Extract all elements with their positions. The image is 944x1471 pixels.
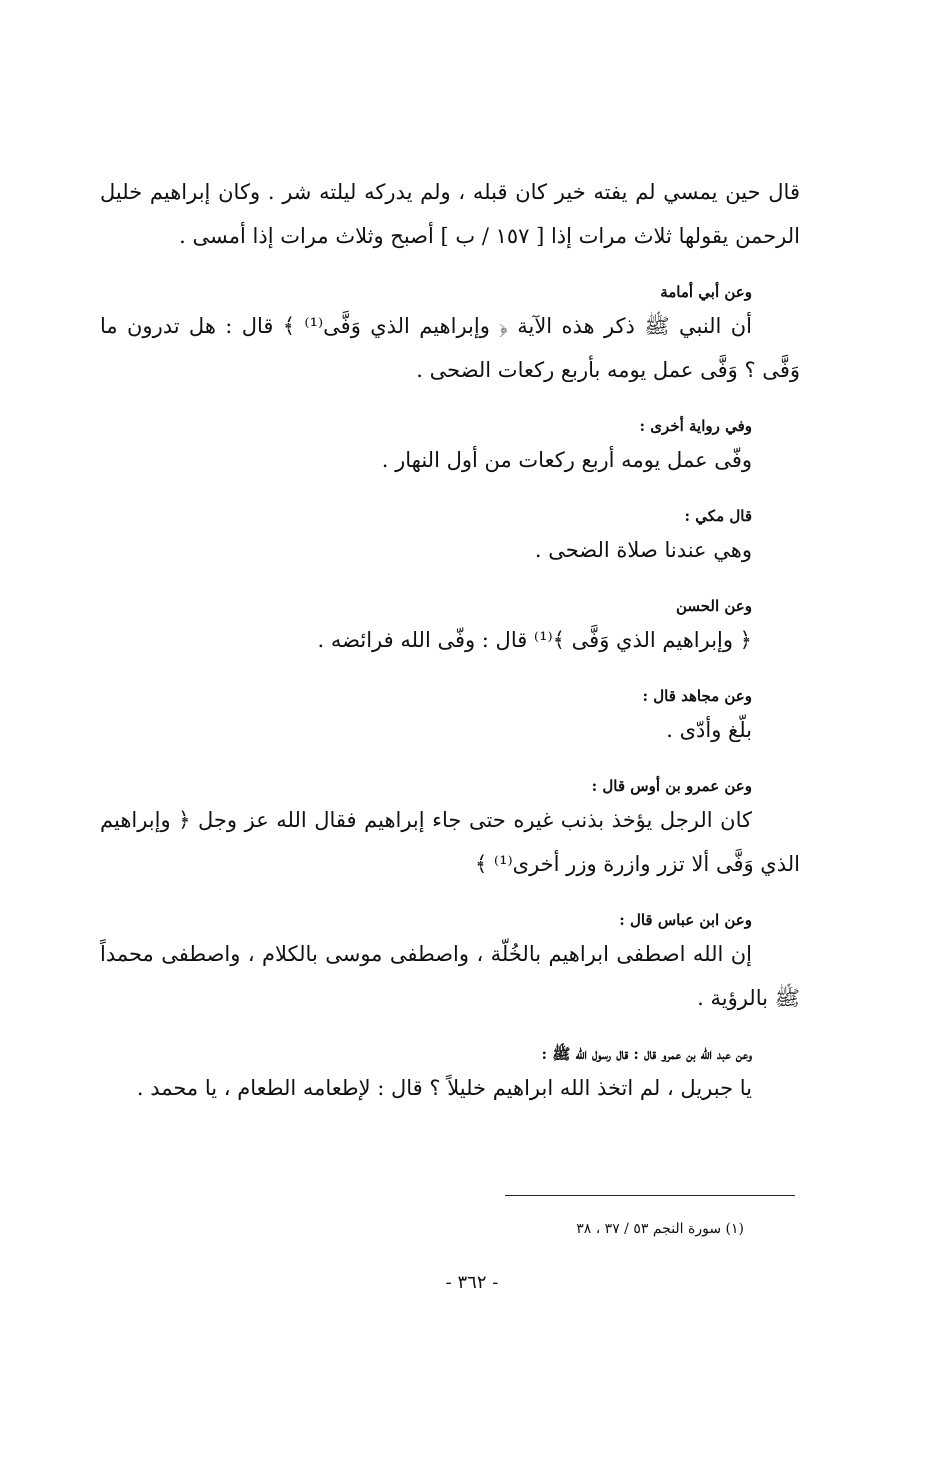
footnote-divider bbox=[505, 1195, 795, 1196]
section-amr-ibn-aws bbox=[100, 774, 800, 886]
section-body: ﴿ وإبراهيم الذي وَفَّى ﴾⁽¹⁾ قال : وفّى الله فرائضه . bbox=[317, 628, 752, 652]
section-heading: وعن عمرو بن أوس قال : bbox=[591, 777, 752, 795]
section-body: بلّغ وأدّى . bbox=[666, 718, 752, 742]
section-body: يا جبريل ، لم اتخذ الله ابراهيم خليلاً ؟ قال : لإطعامه الطعام ، يا محمد . bbox=[136, 1076, 752, 1100]
section-heading: وعن أبي أمامة bbox=[660, 283, 752, 301]
section-makki bbox=[100, 504, 800, 572]
section-heading: وعن ابن عباس قال : bbox=[619, 911, 752, 929]
section-heading: قال مكي : bbox=[684, 507, 752, 525]
section-heading: وعن عبد الله بن عمرو قال : قال رسول الله ﷺ : bbox=[541, 1045, 752, 1063]
footnote: (١) سورة النجم ٥٣ / ٣٧ ، ٣٨ bbox=[576, 1221, 744, 1237]
section-heading: وعن مجاهد قال : bbox=[642, 687, 752, 705]
section-hasan bbox=[100, 594, 800, 662]
section-mujahid bbox=[100, 684, 800, 752]
section-abdullah-ibn-amr bbox=[100, 1042, 800, 1110]
intro-paragraph: قال حين يمسي لم يفته خير كان قبله ، ولم يدركه ليلته شر . وكان إبراهيم خليل الرحمن يقولها ثلاث مرات إذا [ ١٥٧ / ب ] أصبح وثلاث مرات إذا أمسى . bbox=[100, 180, 800, 248]
section-body: وفّى عمل يومه أربع ركعات من أول النهار . bbox=[381, 448, 752, 472]
section-body: وهي عندنا صلاة الضحى . bbox=[534, 538, 752, 562]
section-body: أن النبي ﷺ ذكر هذه الآية ﴿ وإبراهيم الذي وَفَّى⁽¹⁾ ﴾ قال : هل تدرون ما وَفَّى ؟ وَفَّى عمل يومه بأربع ركعات الضحى . bbox=[100, 314, 800, 382]
page-number: - ٣٦٢ - bbox=[445, 1272, 499, 1293]
section-heading: وعن الحسن bbox=[675, 597, 752, 615]
page-text bbox=[100, 170, 800, 1110]
section-ibn-abbas bbox=[100, 908, 800, 1020]
section-abu-umama bbox=[100, 280, 800, 392]
section-body: إن الله اصطفى ابراهيم بالخُلّة ، واصطفى موسى بالكلام ، واصطفى محمداً ﷺ بالرؤية . bbox=[100, 942, 800, 1010]
section-other-narration bbox=[100, 414, 800, 482]
section-heading: وفي رواية أخرى : bbox=[639, 417, 752, 435]
section-body: كان الرجل يؤخذ بذنب غيره حتى جاء إبراهيم فقال الله عز وجل ﴿ وإبراهيم الذي وَفَّى ألا تزر وازرة وزر أخرى⁽¹⁾ ﴾ bbox=[100, 808, 800, 876]
